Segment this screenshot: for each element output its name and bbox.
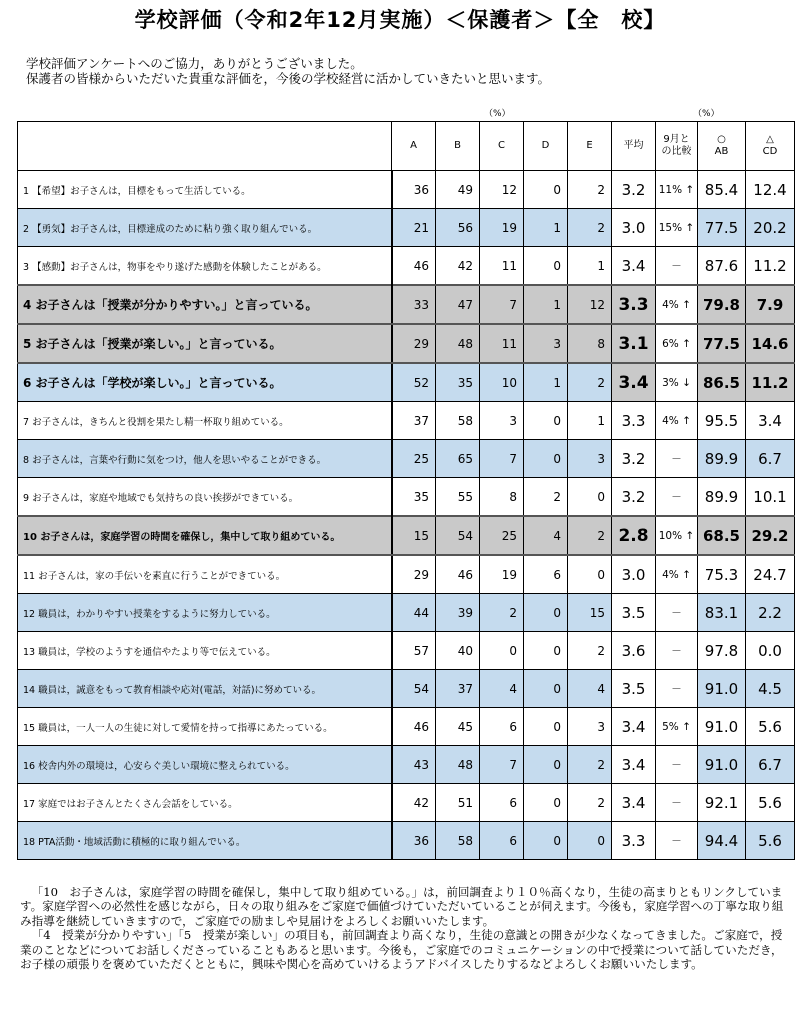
table-row (18, 285, 795, 324)
header-compare (656, 122, 698, 171)
cell-c: 6 (480, 822, 524, 860)
table-row (18, 784, 795, 822)
table-row (18, 670, 795, 708)
cell-avg: 3.6 (612, 632, 656, 670)
cell-e: 2 (568, 363, 612, 402)
header-b: B (436, 122, 480, 171)
cell-d: 1 (524, 285, 568, 324)
cell-compare: 6% ↑ (656, 324, 698, 363)
cell-a: 15 (392, 516, 436, 555)
cell-d: 4 (524, 516, 568, 555)
cell-a: 33 (392, 285, 436, 324)
header-cd-label: CD (762, 146, 778, 157)
cell-d: 0 (524, 402, 568, 440)
cell-e: 2 (568, 746, 612, 784)
question-cell: 14 職員は，誠意をもって教育相談や応対(電話，対話)に努めている。 (18, 670, 392, 708)
header-ab-label: AB (714, 146, 729, 157)
cell-cd: 29.2 (746, 516, 795, 555)
question-cell: 7 お子さんは，きちんと役割を果たし精一杯取り組めている。 (18, 402, 392, 440)
cell-avg: 3.1 (612, 324, 656, 363)
cell-ab: 89.9 (698, 478, 746, 517)
cell-cd: 2.2 (746, 594, 795, 632)
cell-cd: 11.2 (746, 363, 795, 402)
cell-cd: 5.6 (746, 708, 795, 746)
cell-ab: 89.9 (698, 440, 746, 478)
table-row (18, 440, 795, 478)
cell-b: 54 (436, 516, 480, 555)
percent-label-left: （%） (484, 109, 511, 119)
cell-e: 3 (568, 708, 612, 746)
cell-ab: 92.1 (698, 784, 746, 822)
header-a: A (392, 122, 436, 171)
cell-c: 3 (480, 402, 524, 440)
cell-d: 0 (524, 670, 568, 708)
cell-c: 0 (480, 632, 524, 670)
header-cd-mark: △ (766, 134, 774, 145)
cell-c: 6 (480, 708, 524, 746)
question-cell: 15 職員は，一人一人の生徒に対して愛情を持って指導にあたっている。 (18, 708, 392, 746)
cell-e: 2 (568, 171, 612, 209)
cell-avg: 3.4 (612, 708, 656, 746)
cell-e: 12 (568, 285, 612, 324)
cell-compare: 15% ↑ (656, 209, 698, 247)
cell-a: 21 (392, 209, 436, 247)
cell-avg: 3.5 (612, 670, 656, 708)
cell-compare: － (656, 784, 698, 822)
cell-b: 58 (436, 402, 480, 440)
cell-d: 0 (524, 247, 568, 286)
cell-cd: 4.5 (746, 670, 795, 708)
cell-avg: 2.8 (612, 516, 656, 555)
table-row (18, 478, 795, 517)
table-row (18, 209, 795, 247)
cell-avg: 3.0 (612, 209, 656, 247)
cell-ab: 87.6 (698, 247, 746, 286)
question-cell: 8 お子さんは，言葉や行動に気をつけ，他人を思いやることができる。 (18, 440, 392, 478)
header-avg: 平均 (612, 122, 656, 171)
cell-a: 29 (392, 324, 436, 363)
cell-b: 56 (436, 209, 480, 247)
cell-c: 2 (480, 594, 524, 632)
cell-c: 25 (480, 516, 524, 555)
question-cell: 13 職員は，学校のようすを通信やたより等で伝えている。 (18, 632, 392, 670)
cell-avg: 3.2 (612, 440, 656, 478)
cell-c: 11 (480, 324, 524, 363)
cell-ab: 91.0 (698, 746, 746, 784)
cell-e: 0 (568, 822, 612, 860)
question-cell: 9 お子さんは，家庭や地域でも気持ちの良い挨拶ができている。 (18, 478, 392, 517)
cell-compare: 4% ↑ (656, 285, 698, 324)
table-row (18, 363, 795, 402)
cell-b: 49 (436, 171, 480, 209)
cell-avg: 3.2 (612, 171, 656, 209)
cell-avg: 3.4 (612, 784, 656, 822)
question-cell: 18 PTA活動・地域活動に積極的に取り組んでいる。 (18, 822, 392, 860)
cell-avg: 3.4 (612, 746, 656, 784)
table-row (18, 516, 795, 555)
footer-paragraph-1: 「10 お子さんは，家庭学習の時間を確保し，集中して取り組めている。」は，前回調査より１０％高くなり，生徒の高まりともリンクしています。家庭学習への必然性を感じながら，日々の取り組みをご家庭で価値づけていただいていることが伺えます。今後も，家庭学習への丁寧な取り組み指導を継続していきますので，ご家庭での励ましや見届けをよろしくお願いいたします。 (20, 885, 784, 928)
cell-b: 39 (436, 594, 480, 632)
cell-a: 25 (392, 440, 436, 478)
cell-avg: 3.4 (612, 363, 656, 402)
question-cell: 2 【勇気】お子さんは，目標達成のために粘り強く取り組んでいる。 (18, 209, 392, 247)
footer-notes (20, 885, 790, 971)
cell-e: 2 (568, 209, 612, 247)
cell-e: 2 (568, 632, 612, 670)
cell-a: 44 (392, 594, 436, 632)
cell-avg: 3.4 (612, 247, 656, 286)
table-row (18, 171, 795, 209)
intro-line-2: 保護者の皆様からいただいた貴重な評価を，今後の学校経営に活かしていきたいと思います。 (26, 71, 551, 86)
header-c: C (480, 122, 524, 171)
cell-c: 7 (480, 285, 524, 324)
cell-cd: 12.4 (746, 171, 795, 209)
cell-c: 10 (480, 363, 524, 402)
cell-a: 36 (392, 822, 436, 860)
cell-b: 65 (436, 440, 480, 478)
question-cell: 1 【希望】お子さんは，目標をもって生活している。 (18, 171, 392, 209)
cell-a: 37 (392, 402, 436, 440)
cell-d: 0 (524, 784, 568, 822)
cell-compare: － (656, 478, 698, 517)
cell-avg: 3.3 (612, 822, 656, 860)
header-ab (698, 122, 746, 171)
header-compare-line1: 9月と (663, 134, 690, 145)
cell-b: 47 (436, 285, 480, 324)
cell-d: 6 (524, 555, 568, 594)
cell-a: 43 (392, 746, 436, 784)
cell-e: 0 (568, 478, 612, 517)
cell-b: 58 (436, 822, 480, 860)
header-cd (746, 122, 795, 171)
cell-compare: － (656, 746, 698, 784)
cell-d: 2 (524, 478, 568, 517)
question-cell: 10 お子さんは，家庭学習の時間を確保し，集中して取り組めている。 (18, 516, 392, 555)
cell-compare: － (656, 632, 698, 670)
header-compare-line2: の比較 (661, 146, 692, 157)
cell-compare: 11% ↑ (656, 171, 698, 209)
cell-ab: 91.0 (698, 708, 746, 746)
question-cell: 4 お子さんは「授業が分かりやすい。」と言っている。 (18, 285, 392, 324)
table-row (18, 324, 795, 363)
cell-avg: 3.2 (612, 478, 656, 517)
cell-d: 1 (524, 209, 568, 247)
table-row (18, 247, 795, 286)
header-ab-mark: ○ (717, 134, 726, 145)
intro-line-1: 学校評価アンケートへのご協力，ありがとうございました。 (26, 56, 363, 71)
cell-d: 0 (524, 171, 568, 209)
cell-b: 40 (436, 632, 480, 670)
intro-text (26, 56, 786, 86)
cell-avg: 3.3 (612, 402, 656, 440)
cell-ab: 97.8 (698, 632, 746, 670)
cell-d: 0 (524, 440, 568, 478)
table-row (18, 708, 795, 746)
cell-a: 46 (392, 247, 436, 286)
cell-cd: 0.0 (746, 632, 795, 670)
cell-d: 0 (524, 708, 568, 746)
header-question (18, 122, 392, 171)
cell-c: 11 (480, 247, 524, 286)
cell-ab: 68.5 (698, 516, 746, 555)
cell-e: 3 (568, 440, 612, 478)
cell-e: 15 (568, 594, 612, 632)
cell-cd: 5.6 (746, 784, 795, 822)
cell-c: 8 (480, 478, 524, 517)
cell-a: 57 (392, 632, 436, 670)
cell-e: 2 (568, 516, 612, 555)
cell-compare: － (656, 594, 698, 632)
cell-compare: 4% ↑ (656, 402, 698, 440)
cell-e: 4 (568, 670, 612, 708)
cell-d: 0 (524, 822, 568, 860)
cell-compare: － (656, 247, 698, 286)
cell-avg: 3.0 (612, 555, 656, 594)
cell-c: 7 (480, 746, 524, 784)
question-cell: 12 職員は，わかりやすい授業をするように努力している。 (18, 594, 392, 632)
cell-a: 35 (392, 478, 436, 517)
cell-e: 2 (568, 784, 612, 822)
cell-compare: － (656, 670, 698, 708)
cell-cd: 6.7 (746, 746, 795, 784)
cell-ab: 77.5 (698, 209, 746, 247)
cell-cd: 3.4 (746, 402, 795, 440)
cell-c: 6 (480, 784, 524, 822)
table-row (18, 555, 795, 594)
cell-e: 8 (568, 324, 612, 363)
question-cell: 16 校舎内外の環境は，心安らぐ美しい環境に整えられている。 (18, 746, 392, 784)
cell-e: 1 (568, 402, 612, 440)
cell-b: 45 (436, 708, 480, 746)
cell-c: 19 (480, 555, 524, 594)
table-row (18, 746, 795, 784)
cell-ab: 75.3 (698, 555, 746, 594)
table-row (18, 594, 795, 632)
cell-avg: 3.3 (612, 285, 656, 324)
cell-d: 0 (524, 746, 568, 784)
cell-ab: 77.5 (698, 324, 746, 363)
cell-ab: 91.0 (698, 670, 746, 708)
table-header-row (18, 122, 795, 171)
cell-compare: － (656, 440, 698, 478)
cell-cd: 10.1 (746, 478, 795, 517)
cell-b: 48 (436, 324, 480, 363)
page-title: 学校評価（令和2年12月実施）＜保護者＞【全 校】 (134, 8, 666, 32)
cell-cd: 6.7 (746, 440, 795, 478)
cell-b: 51 (436, 784, 480, 822)
cell-b: 46 (436, 555, 480, 594)
cell-d: 0 (524, 632, 568, 670)
cell-cd: 14.6 (746, 324, 795, 363)
cell-ab: 95.5 (698, 402, 746, 440)
table-row (18, 632, 795, 670)
cell-d: 0 (524, 594, 568, 632)
cell-c: 4 (480, 670, 524, 708)
cell-ab: 83.1 (698, 594, 746, 632)
cell-c: 7 (480, 440, 524, 478)
cell-b: 35 (436, 363, 480, 402)
header-d: D (524, 122, 568, 171)
cell-compare: 10% ↑ (656, 516, 698, 555)
cell-compare: 3% ↓ (656, 363, 698, 402)
cell-c: 19 (480, 209, 524, 247)
cell-a: 54 (392, 670, 436, 708)
cell-b: 37 (436, 670, 480, 708)
cell-ab: 94.4 (698, 822, 746, 860)
cell-a: 46 (392, 708, 436, 746)
cell-d: 3 (524, 324, 568, 363)
cell-a: 36 (392, 171, 436, 209)
cell-ab: 85.4 (698, 171, 746, 209)
question-cell: 6 お子さんは「学校が楽しい。」と言っている。 (18, 363, 392, 402)
table-row (18, 402, 795, 440)
cell-compare: － (656, 822, 698, 860)
footer-paragraph-2: 「4 授業が分かりやすい」「5 授業が楽しい」の項目も，前回調査より高くなり，生徒の意識との開きが少なくなってきました。ご家庭で，授業のことなどについてお話しくださっていることもあると思います。今後も，ご家庭でのコミュニケーションの中で授業について話していただき，お子様の頑張りを褒めていただくとともに，興味や関心を高めていけるようアドバイスしたりするなどよろしくお願いいたします。 (20, 928, 783, 972)
cell-b: 55 (436, 478, 480, 517)
cell-e: 0 (568, 555, 612, 594)
cell-compare: 4% ↑ (656, 555, 698, 594)
question-cell: 3 【感動】お子さんは，物事をやり遂げた感動を体験したことがある。 (18, 247, 392, 286)
cell-a: 52 (392, 363, 436, 402)
cell-a: 29 (392, 555, 436, 594)
cell-ab: 79.8 (698, 285, 746, 324)
cell-a: 42 (392, 784, 436, 822)
cell-e: 1 (568, 247, 612, 286)
cell-cd: 11.2 (746, 247, 795, 286)
question-cell: 17 家庭ではお子さんとたくさん会話をしている。 (18, 784, 392, 822)
cell-cd: 20.2 (746, 209, 795, 247)
cell-avg: 3.5 (612, 594, 656, 632)
percent-label-right: （%） (693, 109, 720, 119)
cell-b: 42 (436, 247, 480, 286)
question-cell: 5 お子さんは「授業が楽しい。」と言っている。 (18, 324, 392, 363)
cell-compare: 5% ↑ (656, 708, 698, 746)
header-e: E (568, 122, 612, 171)
cell-d: 1 (524, 363, 568, 402)
cell-c: 12 (480, 171, 524, 209)
evaluation-table (17, 121, 795, 860)
cell-cd: 5.6 (746, 822, 795, 860)
cell-cd: 24.7 (746, 555, 795, 594)
question-cell: 11 お子さんは，家の手伝いを素直に行うことができている。 (18, 555, 392, 594)
cell-cd: 7.9 (746, 285, 795, 324)
cell-ab: 86.5 (698, 363, 746, 402)
table-row (18, 822, 795, 860)
cell-b: 48 (436, 746, 480, 784)
